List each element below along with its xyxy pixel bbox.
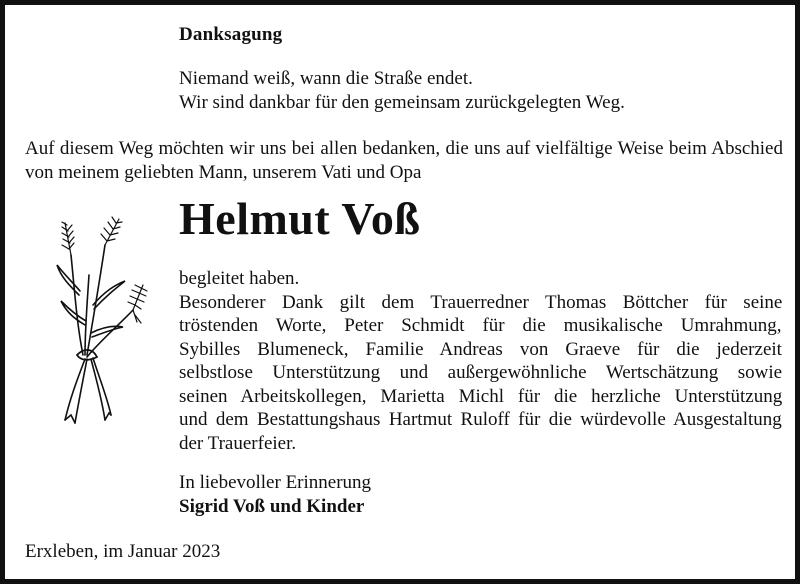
body-line: Besonderer Dank gilt dem Trauerredner Thomas Böttcher für seine [179,291,783,313]
notice-heading: Danksagung [179,24,283,45]
body-line: der Trauerfeier. [179,432,297,454]
body-line: begleitet haben. [179,268,300,289]
body-line: tröstenden Worte, Peter Schmidt für die musikalische Umrahmung, [179,315,782,336]
body-line: Sybilles Blumeneck, Familie Andreas von Graeve für die jederzeit [179,338,782,360]
wheat-sheaf-icon [49,215,159,435]
verse [179,67,625,115]
verse-line: Wir sind dankbar für den gemeinsam zurückgelegten Weg. [179,92,625,113]
verse-line: Niemand weiß, wann die Straße endet. [179,68,473,89]
body-line: und dem Bestattungshaus Hartmut Ruloff für die würdevolle Ausgestaltung [179,409,782,430]
intro-paragraph: Auf diesem Weg möchten wir uns bei allen bedanken, die uns auf vielfältige Weise beim Abschied von meinem geliebten Mann, unserem Vati und Opa [25,138,783,183]
place-and-date: Erxleben, im Januar 2023 [25,541,221,562]
deceased-name: Helmut Voß [179,193,421,244]
body-line: selbstlose Unterstützung und außergewöhnliche Wertschätzung sowie [179,362,783,383]
signer-name: Sigrid Voß und Kinder [179,496,365,517]
body-paragraph [179,267,782,455]
closing-phrase: In liebevoller Erinnerung [179,472,372,493]
body-line: seinen Arbeitskollegen, Marietta Michl für die herzliche Unterstützung [179,385,783,407]
closing-block [179,471,371,519]
